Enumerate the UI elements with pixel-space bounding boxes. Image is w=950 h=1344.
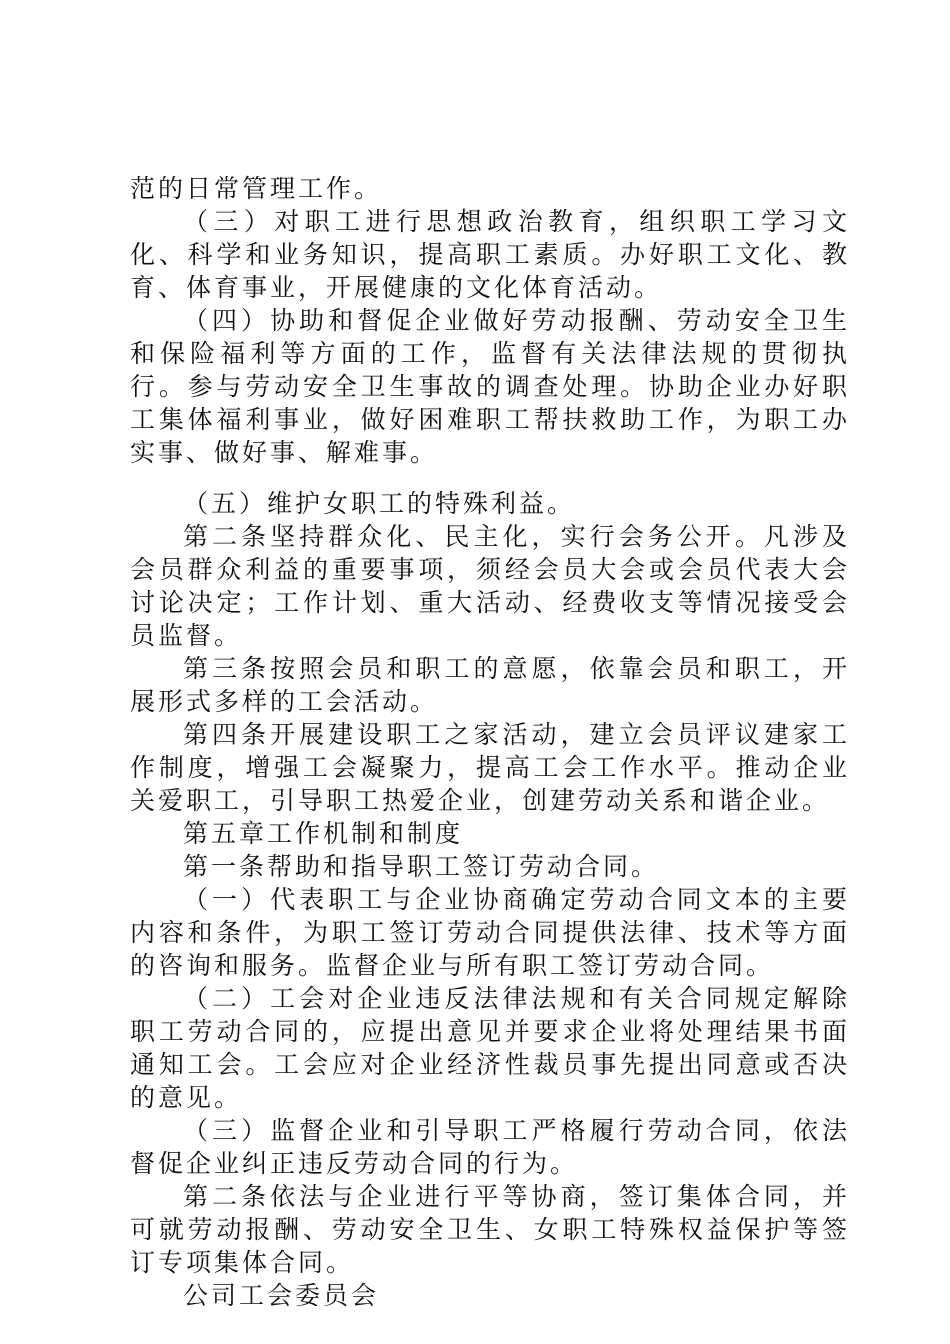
signature-line: 公司工会委员会 [183, 1281, 380, 1310]
paragraph-subitem-2: （二）工会对企业违反法律法规和有关合同规定解除职工劳动合同的，应提出意见并要求企业将处理结果书面通知工会。工会应对企业经济性裁员事先提出同意或否决的意见。 [130, 984, 850, 1112]
paragraph-article-2: 第二条坚持群众化、民主化，实行会务公开。凡涉及会员群众利益的重要事项，须经会员大会或会员代表大会讨论决定；工作计划、重大活动、经费收支等情况接受会员监督。 [130, 522, 850, 650]
paragraph-gap [130, 469, 850, 487]
paragraph-article-4: 第四条开展建设职工之家活动，建立会员评议建家工作制度，增强工会凝聚力，提高工会工作水平。推动企业关爱职工，引导职工热爱企业，创建劳动关系和谐企业。 [130, 720, 850, 815]
paragraph-subitem-1: （一）代表职工与企业协商确定劳动合同文本的主要内容和条件，为职工签订劳动合同提供法律、技术等方面的咨询和服务。监督企业与所有职工签订劳动合同。 [130, 885, 850, 980]
paragraph-item-3: （三）对职工进行思想政治教育，组织职工学习文化、科学和业务知识，提高职工素质。办好职工文化、教育、体育事业，开展健康的文化体育活动。 [130, 207, 850, 302]
paragraph-subitem-3: （三）监督企业和引导职工严格履行劳动合同，依法督促企业纠正违反劳动合同的行为。 [130, 1116, 850, 1178]
document-body [130, 172, 850, 1312]
paragraph-chapter5-article-1: 第一条帮助和指导职工签订劳动合同。 [183, 852, 660, 881]
paragraph-article-3: 第三条按照会员和职工的意愿，依靠会员和职工，开展形式多样的工会活动。 [130, 654, 850, 716]
chapter-heading: 第五章工作机制和制度 [183, 819, 464, 848]
paragraph-item-5: （五）维护女职工的特殊利益。 [183, 489, 576, 518]
paragraph-chapter5-article-2: 第二条依法与企业进行平等协商，签订集体合同，并可就劳动报酬、劳动安全卫生、女职工特殊权益保护等签订专项集体合同。 [130, 1182, 850, 1277]
paragraph-item-4: （四）协助和督促企业做好劳动报酬、劳动安全卫生和保险福利等方面的工作，监督有关法律法规的贯彻执行。参与劳动安全卫生事故的调查处理。协助企业办好职工集体福利事业，做好困难职工帮扶救助工作，为职工办实事、做好事、解难事。 [130, 306, 850, 467]
paragraph-continuation: 范的日常管理工作。 [130, 174, 383, 203]
